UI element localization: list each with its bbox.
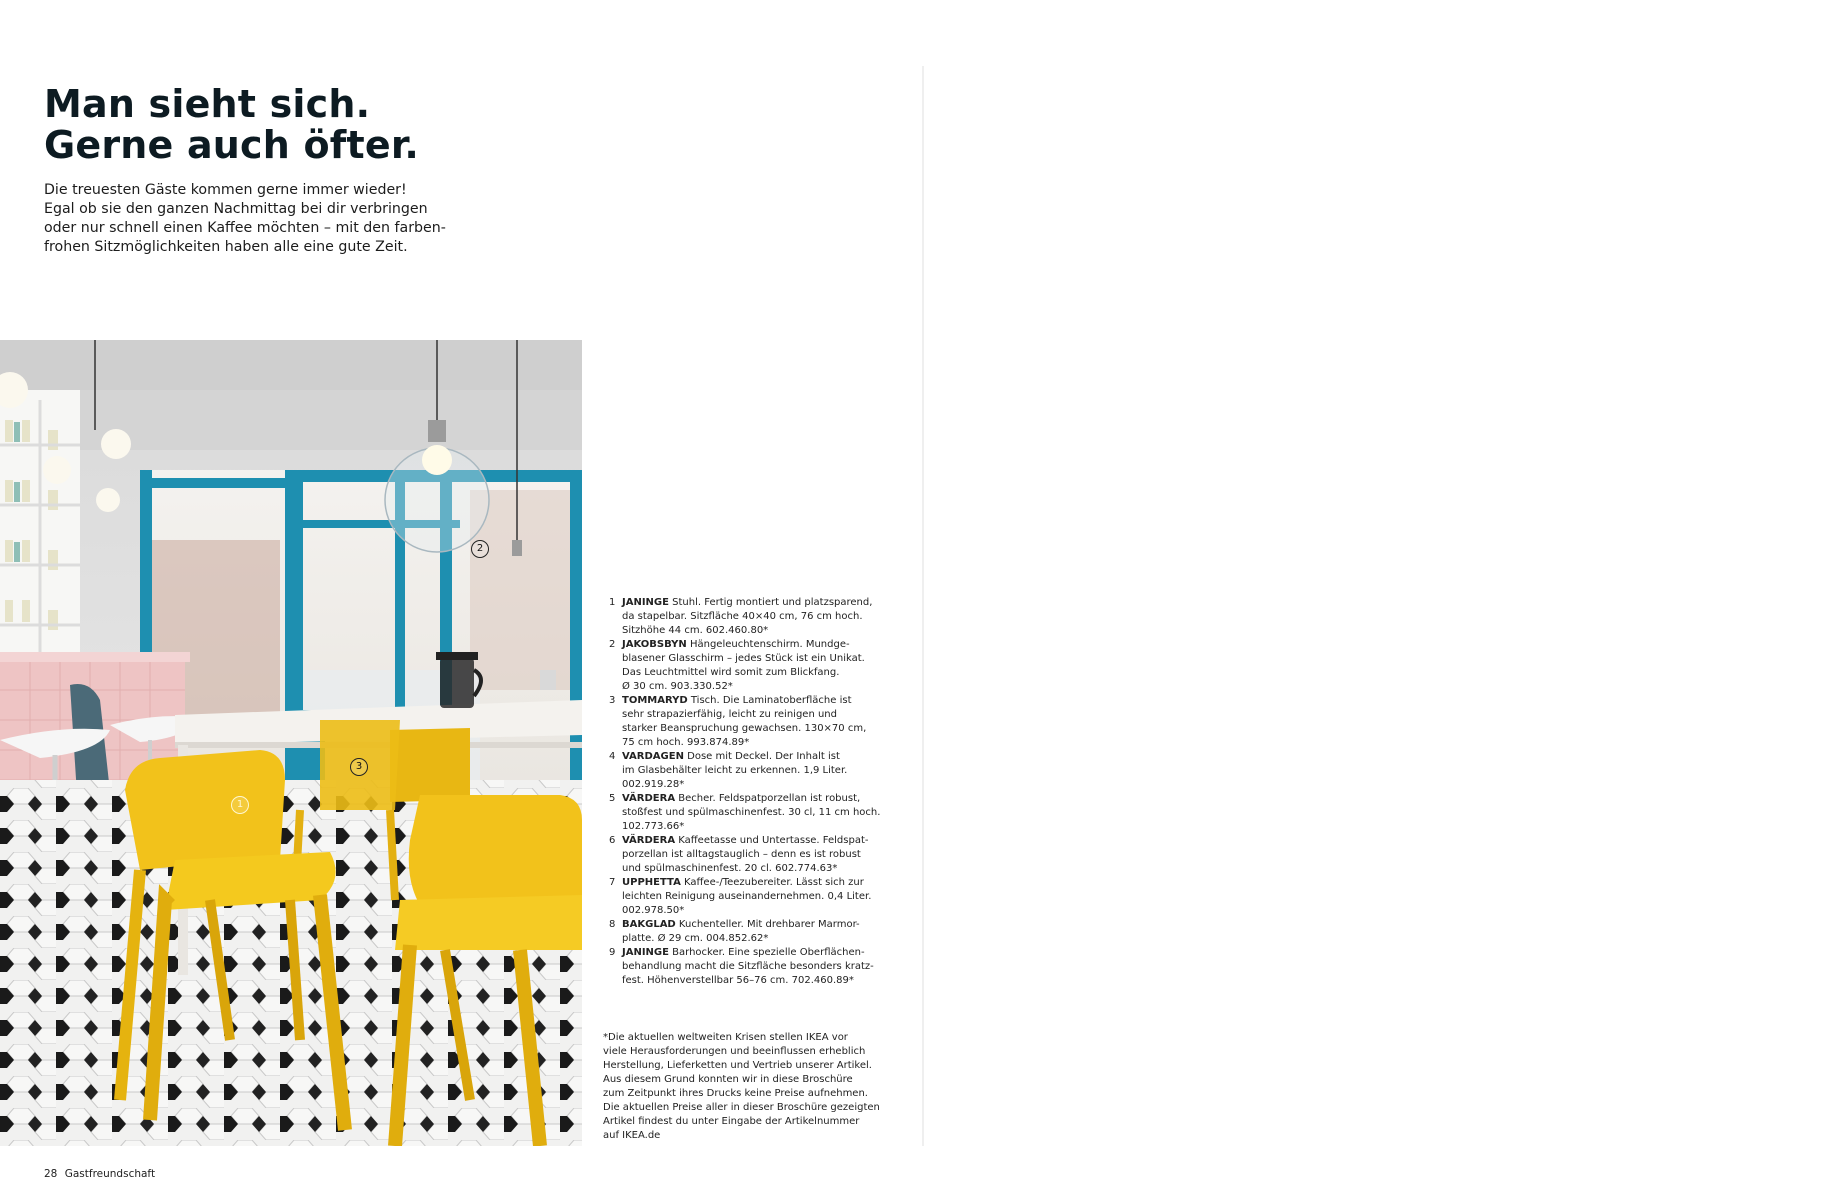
product-description [622, 596, 872, 638]
product-name: VÄRDERA [622, 835, 676, 846]
product-description-line [622, 750, 866, 764]
callout-marker-1: 1 [231, 796, 249, 814]
product-description [622, 834, 869, 876]
product-description-line [622, 638, 866, 652]
product-description-line [622, 694, 866, 708]
product-item [606, 596, 873, 638]
product-item [606, 918, 866, 946]
product-number: 4 [609, 751, 616, 762]
disclaimer-line: Artikel findest du unter Eingabe der Artikelnummer [603, 1116, 860, 1127]
catalog-page-right-blank [926, 0, 1826, 1200]
product-list [606, 596, 881, 988]
product-description-line: Ø 30 cm. 903.330.52* [622, 681, 733, 692]
product-description-line: 102.773.66* [622, 821, 685, 832]
product-number: 6 [609, 835, 616, 846]
headline-line-2: Gerne auch öfter. [44, 123, 419, 167]
disclaimer-line: viele Herausforderungen und beeinflussen erheblich [603, 1046, 866, 1057]
product-text: Hängeleuchtenschirm. Mundge- [689, 639, 850, 650]
callout-marker-2: 2 [471, 540, 489, 558]
page-footer [44, 1168, 155, 1180]
product-description-line [622, 834, 869, 848]
product-text: Stuhl. Fertig montiert und platzsparend, [672, 597, 873, 608]
product-description-line: leichten Reinigung auseinandernehmen. 0,4 Liter. [622, 891, 872, 902]
product-description-line [622, 792, 880, 806]
intro-line: frohen Sitzmöglichkeiten haben alle eine gute Zeit. [44, 239, 408, 255]
product-description [622, 792, 880, 834]
intro-line: Die treuesten Gäste kommen gerne immer wieder! [44, 182, 407, 198]
product-description-line: starker Beanspruchung gewachsen. 130×70 cm, [622, 723, 867, 734]
product-description-line: im Glasbehälter leicht zu erkennen. 1,9 Liter. [622, 765, 848, 776]
product-text: Tisch. Die Laminatoberfläche ist [690, 695, 852, 706]
product-text: Kaffeetasse und Untertasse. Feldspat- [678, 835, 869, 846]
product-description-line: 002.978.50* [622, 905, 685, 916]
product-name: JANINGE [622, 597, 669, 608]
product-name: JANINGE [622, 947, 669, 958]
product-name: UPPHETTA [622, 877, 681, 888]
product-description-line [622, 946, 874, 960]
product-item [606, 792, 881, 834]
product-text: Kaffee-/Teezubereiter. Lässt sich zur [684, 877, 864, 888]
product-description [622, 876, 871, 918]
product-text: Barhocker. Eine spezielle Oberflächen- [672, 947, 865, 958]
cafe-scene-illustration [0, 340, 582, 1146]
product-description-line: sehr strapazierfähig, leicht zu reinigen und [622, 709, 837, 720]
product-description-line [622, 918, 866, 932]
page-spread-divider [922, 66, 924, 1146]
headline-line-1: Man sieht sich. [44, 82, 371, 126]
product-description-line: Das Leuchtmittel wird somit zum Blickfang. [622, 667, 840, 678]
product-description-line: behandlung macht die Sitzfläche besonders kratz- [622, 961, 874, 972]
product-number: 8 [609, 919, 616, 930]
product-description-line: da stapelbar. Sitzfläche 40×40 cm, 76 cm hoch. [622, 611, 863, 622]
product-name: TOMMARYD [622, 695, 688, 706]
product-description-line: stoßfest und spülmaschinenfest. 30 cl, 11 cm hoch. [622, 807, 881, 818]
product-description-line: 002.919.28* [622, 779, 685, 790]
product-description [622, 638, 866, 694]
product-description-line: blasener Glasschirm – jedes Stück ist ein Unikat. [622, 653, 865, 664]
product-description [622, 750, 866, 792]
product-item [606, 750, 866, 792]
callout-marker-3: 3 [350, 758, 368, 776]
product-name: BAKGLAD [622, 919, 676, 930]
product-text: Kuchenteller. Mit drehbarer Marmor- [678, 919, 860, 930]
section-name: Gastfreundschaft [64, 1168, 156, 1180]
price-disclaimer [603, 1031, 880, 1143]
product-number: 7 [609, 877, 616, 888]
product-name: VARDAGEN [622, 751, 684, 762]
product-number: 5 [609, 793, 616, 804]
cafe-scene-photo [0, 340, 582, 1146]
product-text: Dose mit Deckel. Der Inhalt ist [687, 751, 840, 762]
product-number: 3 [609, 695, 616, 706]
disclaimer-line: auf IKEA.de [603, 1130, 661, 1141]
product-name: JAKOBSBYN [622, 639, 687, 650]
page-number: 28 [44, 1168, 58, 1180]
product-number: 1 [609, 597, 616, 608]
product-item [606, 834, 869, 876]
product-number: 2 [609, 639, 616, 650]
product-description [622, 918, 866, 946]
product-description-line: porzellan ist alltagstauglich – denn es ist robust [622, 849, 861, 860]
disclaimer-line: *Die aktuellen weltweiten Krisen stellen IKEA vor [603, 1032, 848, 1043]
disclaimer-line: Aus diesem Grund konnten wir in diese Broschüre [603, 1074, 853, 1085]
product-description-line [622, 876, 871, 890]
page-headline [44, 84, 419, 166]
product-description [622, 694, 866, 750]
product-description-line: platte. Ø 29 cm. 004.852.62* [622, 933, 769, 944]
product-item [606, 876, 872, 918]
intro-line: Egal ob sie den ganzen Nachmittag bei dir verbringen [44, 201, 428, 217]
product-description-line: fest. Höhenverstellbar 56–76 cm. 702.460.89* [622, 975, 854, 986]
product-item [606, 946, 874, 988]
intro-line: oder nur schnell einen Kaffee möchten – mit den farben- [44, 220, 446, 236]
product-description-line: Sitzhöhe 44 cm. 602.460.80* [622, 625, 769, 636]
product-text: Becher. Feldspatporzellan ist robust, [678, 793, 861, 804]
product-item [606, 694, 866, 750]
disclaimer-line: zum Zeitpunkt ihres Drucks keine Preise aufnehmen. [603, 1088, 868, 1099]
product-description-line [622, 596, 872, 610]
product-number: 9 [609, 947, 616, 958]
disclaimer-line: Herstellung, Lieferketten und Vertrieb unserer Artikel. [603, 1060, 872, 1071]
product-name: VÄRDERA [622, 793, 676, 804]
product-description [622, 946, 874, 988]
product-description-line: und spülmaschinenfest. 20 cl. 602.774.63* [622, 863, 838, 874]
product-description-line: 75 cm hoch. 993.874.89* [622, 737, 750, 748]
disclaimer-line: Die aktuellen Preise aller in dieser Broschüre gezeigten [603, 1102, 880, 1113]
product-item [606, 638, 866, 694]
intro-text [44, 181, 444, 257]
